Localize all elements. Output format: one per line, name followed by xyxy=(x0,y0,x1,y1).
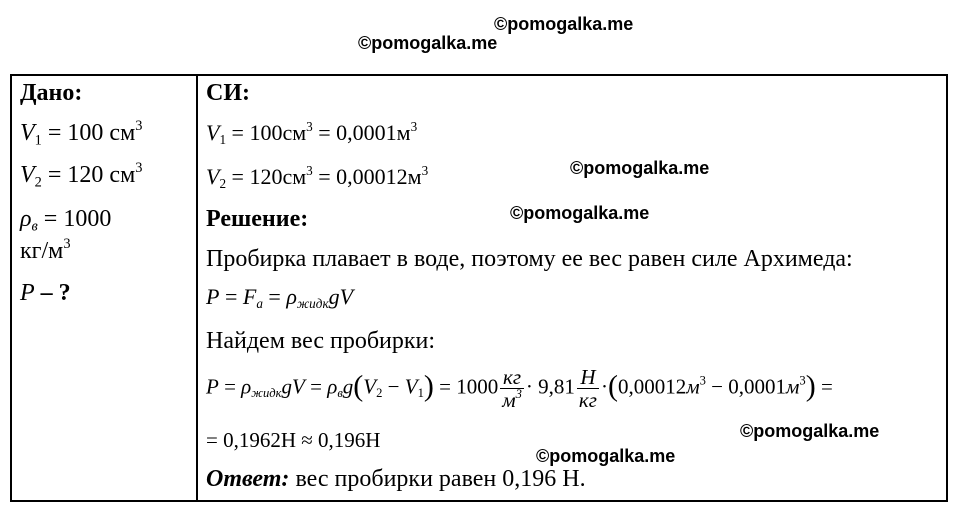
given-v1: $V_1 = 100$ $см^3$ xyxy=(20,117,143,149)
solution-table xyxy=(10,74,948,502)
watermark: ©pomogalka.me xyxy=(740,421,880,441)
si-v1: $V_1 = 100см^3 = 0,0001м^3$ xyxy=(206,118,418,147)
given-v2: $V_2 = 120$ $см^3$ xyxy=(20,159,143,191)
formula-weight: $P = \rho_{жидк}gV = \rho_вg(V_2 - V_1) = 1000$ $\frac{кг}{м^3}$ · 9,81 $\frac{H}{кг}$ $\cdot(0,00012м^3 - 0,0001м^3)$ = xyxy=(206,365,833,413)
watermark: ©pomogalka.me xyxy=(510,203,650,223)
formula-result: = 0,1962H ≈ 0,196H xyxy=(206,428,381,452)
solution-text-archimedes: Пробирка плавает в воде, поэтому ее вес равен силе Архимеда: xyxy=(206,246,853,272)
si-v2: $V_2 = 120см^3 = 0,00012м^3$ xyxy=(206,162,429,191)
watermark: ©pomogalka.me xyxy=(494,14,634,34)
si-title: СИ: xyxy=(206,80,250,106)
watermark: ©pomogalka.me xyxy=(570,158,710,178)
column-divider xyxy=(196,76,198,500)
solution-title: Решение: xyxy=(206,206,309,232)
formula-archimedes: $P = F_а = \rho_{жидк}gV$ xyxy=(206,284,354,311)
watermark: ©pomogalka.me xyxy=(358,33,498,53)
watermark: ©pomogalka.me xyxy=(536,446,676,466)
solution-text-weight: Найдем вес пробирки: xyxy=(206,328,436,354)
given-rho-unit: $кг/м^3$ xyxy=(20,235,71,264)
given-rho: $\rho_в = 1000$ xyxy=(20,206,112,235)
given-find: P – ? xyxy=(20,280,71,306)
answer: Ответ: вес пробирки равен 0,196 Н. xyxy=(206,466,586,492)
given-title: Дано: xyxy=(20,80,83,106)
